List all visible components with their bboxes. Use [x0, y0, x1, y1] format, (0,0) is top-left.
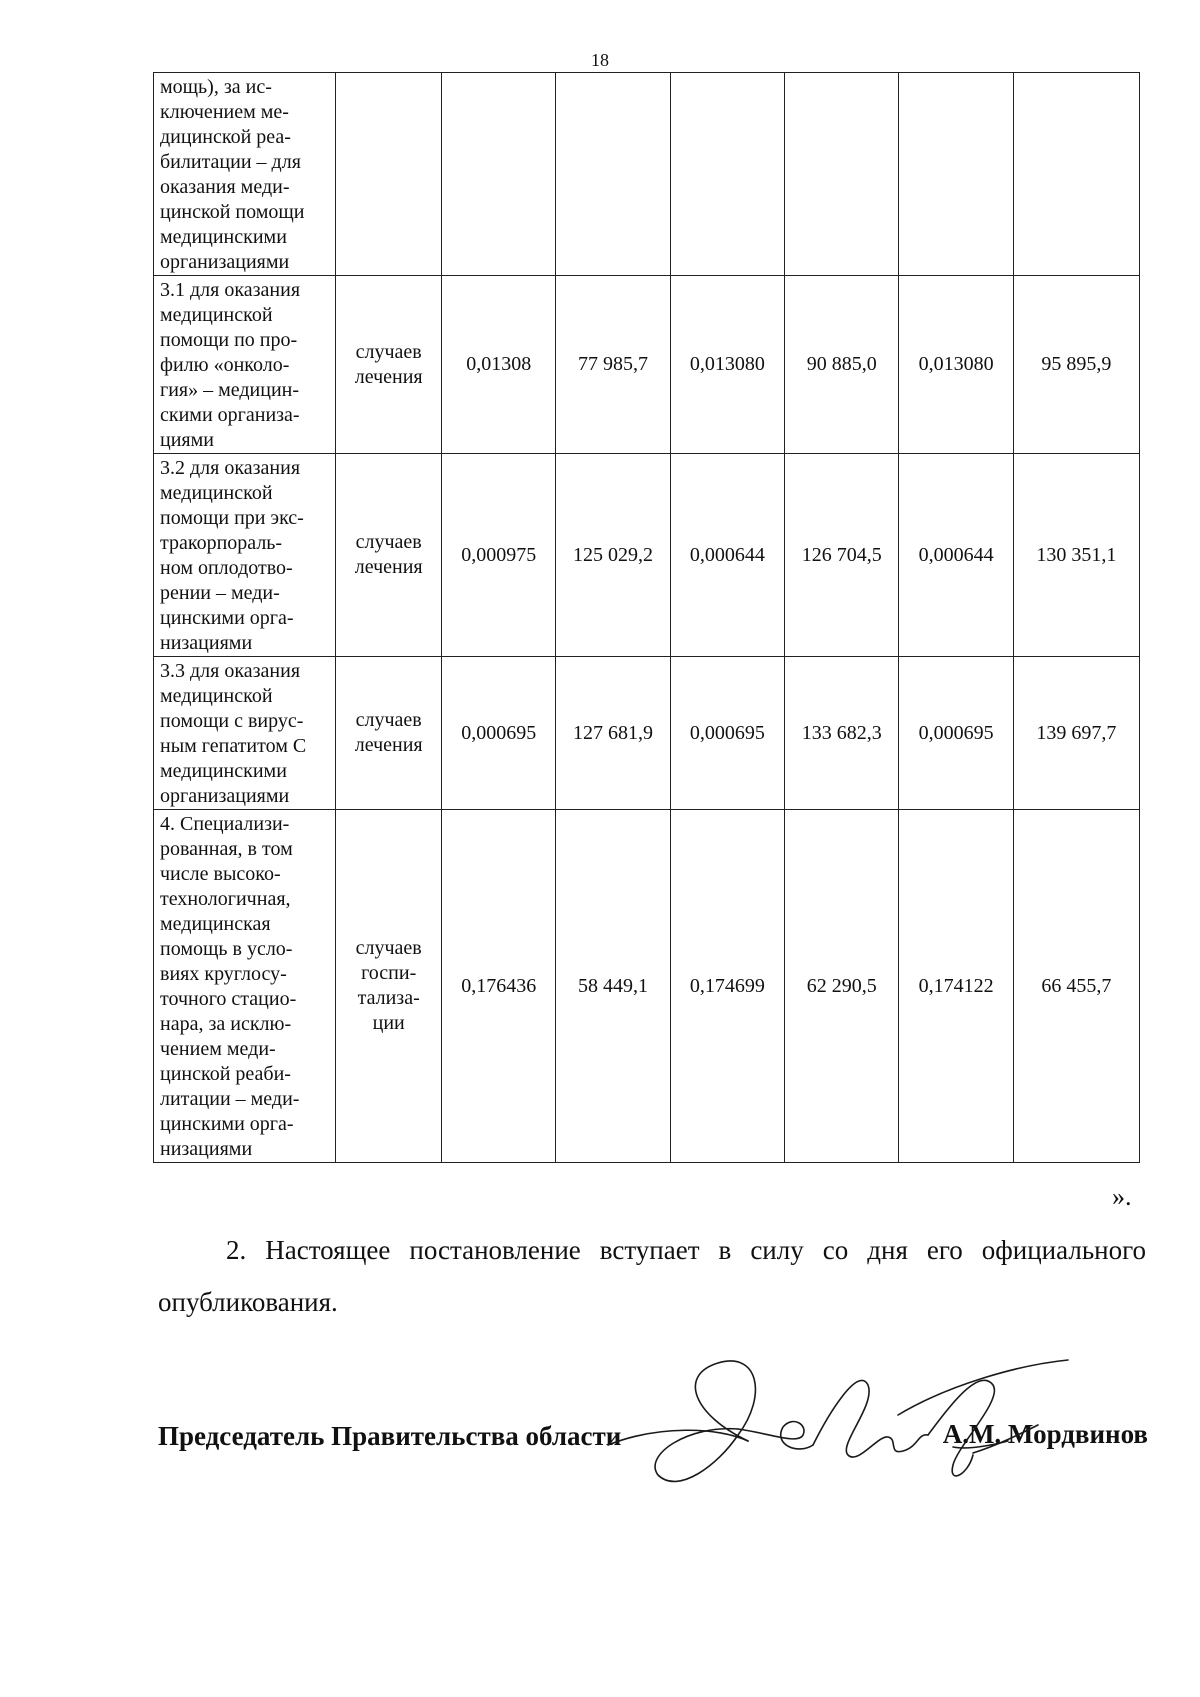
name-line: циями [160, 429, 214, 451]
name-line: рении – меди- [160, 582, 280, 604]
name-line: помощи с вирус- [160, 710, 304, 732]
table-row [154, 276, 1140, 454]
value-cell: 0,000695 [670, 657, 784, 810]
name-line: медицинской [160, 482, 273, 504]
name-line: 3.2 для оказания [160, 457, 301, 479]
signatory-name: А.М. Мордвинов [942, 1419, 1148, 1449]
value-cell: 0,000695 [442, 657, 556, 810]
table-row [154, 454, 1140, 657]
name-line: 4. Специализи- [160, 813, 290, 835]
unit-cell [336, 73, 442, 276]
name-line: помощи по про- [160, 329, 298, 351]
name-line: медицинская [160, 913, 271, 935]
value-cell: 95 895,9 [1013, 276, 1139, 454]
value-cell [670, 73, 784, 276]
value-cell [785, 73, 899, 276]
value-cell: 130 351,1 [1013, 454, 1139, 657]
name-line: медицинской [160, 685, 273, 707]
unit-line: ции [372, 1012, 405, 1034]
indicator-name-cell [154, 657, 336, 810]
closing-quote: ». [1112, 1182, 1132, 1211]
handwritten-signature [598, 1355, 1118, 1505]
value-cell: 58 449,1 [556, 810, 670, 1163]
name-line: помощь в усло- [160, 938, 293, 960]
name-line: низациями [160, 1138, 253, 1160]
page-number: 18 [591, 50, 609, 70]
unit-cell [336, 454, 442, 657]
name-line: филю «онколо- [160, 354, 290, 376]
unit-cell [336, 657, 442, 810]
table-body [154, 73, 1140, 1163]
name-line: организациями [160, 785, 290, 807]
value-cell [1013, 73, 1139, 276]
name-line: тракорпораль- [160, 532, 283, 554]
value-cell [556, 73, 670, 276]
name-line: технологичная, [160, 888, 291, 910]
indicator-name-cell [154, 73, 336, 276]
name-line: числе высоко- [160, 863, 281, 885]
table-row [154, 810, 1140, 1163]
unit-cell [336, 276, 442, 454]
name-line: мощь), за ис- [160, 76, 272, 98]
value-cell: 0,000644 [670, 454, 784, 657]
name-line: цинской реаби- [160, 1063, 291, 1085]
value-cell: 0,000975 [442, 454, 556, 657]
value-cell: 0,176436 [442, 810, 556, 1163]
unit-line: лечения [354, 365, 423, 388]
name-line: билитации – для [160, 151, 301, 173]
name-line: цинскими орга- [160, 1113, 294, 1135]
name-line: ным гепатитом С [160, 735, 307, 757]
name-line: скими организа- [160, 404, 300, 426]
name-line: нара, за исклю- [160, 1013, 292, 1035]
value-cell: 139 697,7 [1013, 657, 1139, 810]
value-cell: 0,174122 [899, 810, 1013, 1163]
indicator-name-cell [154, 454, 336, 657]
signature-block [158, 1355, 1148, 1505]
unit-line: лечения [354, 556, 423, 578]
value-cell: 0,000695 [899, 657, 1013, 810]
name-line: гия» – медицин- [160, 379, 300, 401]
name-line: рованная, в том [160, 838, 293, 860]
effective-date-paragraph [158, 1224, 1146, 1328]
value-cell: 133 682,3 [785, 657, 899, 810]
name-line: точного стацио- [160, 988, 297, 1010]
name-line: виях круглосу- [160, 963, 287, 985]
name-line: цинскими орга- [160, 607, 294, 629]
value-cell: 125 029,2 [556, 454, 670, 657]
name-line: чением меди- [160, 1038, 276, 1060]
table-row [154, 657, 1140, 810]
value-cell: 0,000644 [899, 454, 1013, 657]
indicator-name-cell [154, 276, 336, 454]
name-line: организациями [160, 251, 290, 273]
value-cell: 0,013080 [670, 276, 784, 454]
value-cell: 127 681,9 [556, 657, 670, 810]
indicator-name-cell [154, 810, 336, 1163]
name-line: 3.3 для оказания [160, 660, 301, 682]
unit-line: случаев [355, 531, 422, 553]
value-cell: 0,174699 [670, 810, 784, 1163]
paragraph-line-2: опубликования. [158, 1287, 338, 1317]
value-cell: 90 885,0 [785, 276, 899, 454]
unit-line: случаев [355, 340, 422, 363]
value-cell: 62 290,5 [785, 810, 899, 1163]
unit-line: госпи- [361, 962, 417, 984]
unit-cell [336, 810, 442, 1163]
value-cell: 66 455,7 [1013, 810, 1139, 1163]
name-line: медицинской [160, 304, 273, 326]
name-line: медицинскими [160, 226, 287, 248]
name-line: низациями [160, 632, 253, 654]
name-line: дицинской реа- [160, 126, 291, 148]
norms-table [153, 72, 1140, 1163]
name-line: медицинскими [160, 760, 287, 782]
value-cell: 126 704,5 [785, 454, 899, 657]
value-cell: 77 985,7 [556, 276, 670, 454]
name-line: помощи при экс- [160, 507, 304, 529]
unit-line: случаев [355, 937, 422, 959]
name-line: цинской помощи [160, 201, 305, 223]
name-line: литации – меди- [160, 1088, 300, 1110]
name-line: 3.1 для оказания [160, 279, 301, 301]
value-cell [442, 73, 556, 276]
paragraph-line-1: 2. Настоящее постановление вступает в силу со дня его официального [226, 1235, 1146, 1265]
value-cell: 0,01308 [442, 276, 556, 454]
signatory-title: Председатель Правительства области [158, 1421, 622, 1451]
name-line: оказания меди- [160, 176, 290, 198]
unit-line: лечения [354, 734, 423, 756]
value-cell [899, 73, 1013, 276]
unit-line: тализа- [357, 987, 420, 1009]
name-line: ключением ме- [160, 101, 289, 123]
value-cell: 0,013080 [899, 276, 1013, 454]
name-line: ном оплодотво- [160, 557, 293, 579]
unit-line: случаев [355, 709, 422, 731]
table-row [154, 73, 1140, 276]
